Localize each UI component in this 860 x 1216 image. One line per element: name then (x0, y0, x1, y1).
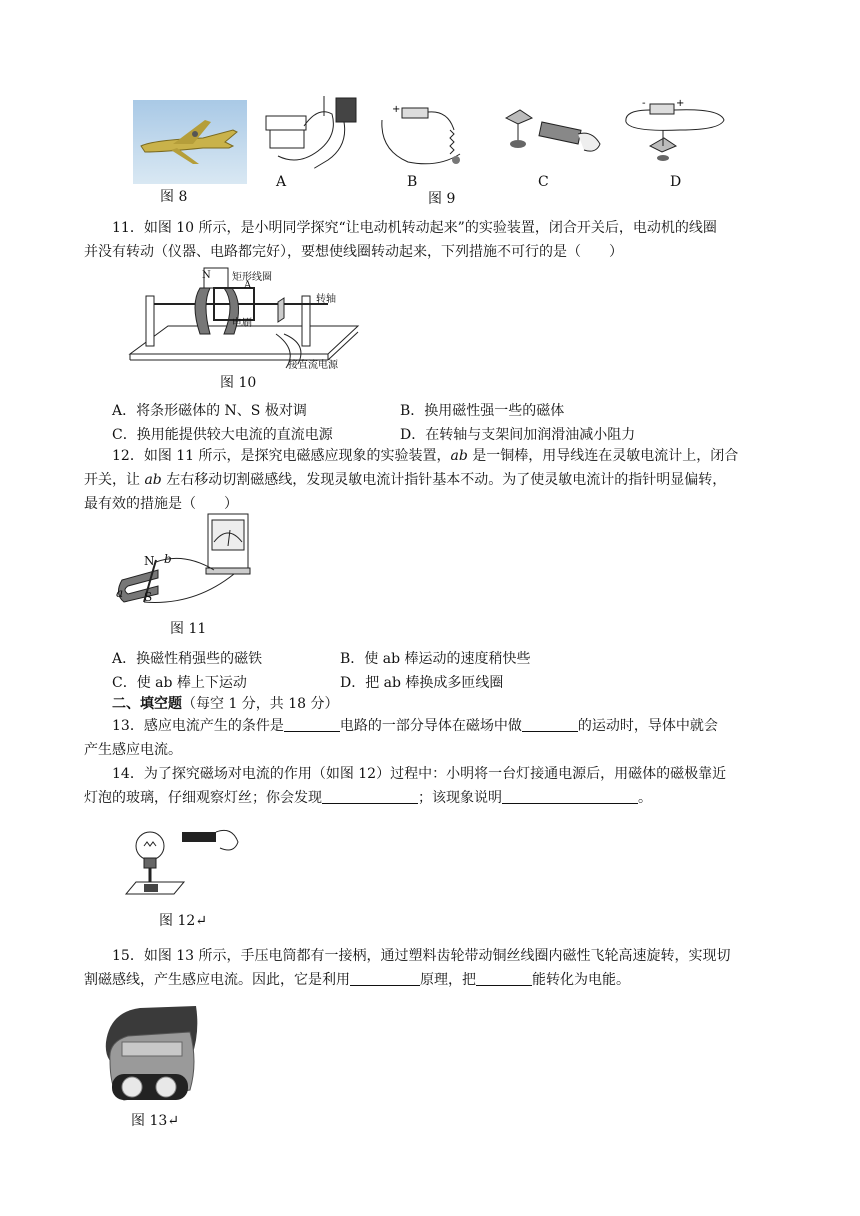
figure-10-label-a: A (244, 280, 252, 291)
figure-9-caption: 图 9 (428, 191, 456, 207)
figure-12-caption: 图 12↵ (159, 913, 207, 929)
figure-9-option-d-circuit (620, 96, 730, 166)
section-2-heading: 二、填空题（每空 1 分，共 18 分） (112, 696, 339, 712)
figure-10-caption: 图 10 (220, 375, 257, 391)
figure-11-label-b: b (164, 552, 172, 566)
svg-text:+: + (392, 104, 401, 115)
q15-blank-1[interactable] (350, 971, 420, 986)
figure-9-option-c-magnet (500, 104, 610, 164)
q13-line-1: 13．感应电流产生的条件是 电路的一部分导体在磁场中做 的运动时，导体中就会 (112, 718, 718, 734)
figure-10-label-source: 接直流电源 (288, 360, 338, 371)
figure-12-lamp (116, 824, 246, 908)
figure-10-label-n: N (202, 270, 211, 281)
figure-11-label-a: a (116, 586, 124, 600)
figure-13-flashlight (100, 1002, 204, 1106)
induction-apparatus-drawing (114, 512, 256, 612)
q11-line-1: 11．如图 10 所示，是小明同学探究“让电动机转动起来”的实验装置，闭合开关后，电动机的线圈 (112, 220, 717, 236)
q12-option-d[interactable]: D．把 ab 棒换成多匝线圈 (340, 675, 504, 691)
lamp-magnet-drawing (116, 824, 246, 908)
q11-option-c[interactable]: C．换用能提供较大电流的直流电源 (112, 427, 333, 443)
q12-line-2: 开关，让 ab 左右移动切割磁感线，发现灵敏电流计指针基本不动。为了使灵敏电流计的指针明显偏转， (84, 472, 727, 488)
figure-10-label-brush: 电刷 (232, 318, 252, 329)
figure-13-caption: 图 13↵ (131, 1113, 179, 1129)
svg-text:+: + (676, 98, 685, 109)
airplane-photo (133, 100, 247, 184)
figure-9-option-a-apparatus (258, 96, 368, 176)
figure-11-caption: 图 11 (170, 621, 207, 637)
q12-option-c[interactable]: C．使 ab 棒上下运动 (112, 675, 247, 691)
q13-blank-2[interactable] (522, 717, 578, 732)
figure-9-label-b: B (407, 174, 418, 190)
q14-line-2: 灯泡的玻璃，仔细观察灯丝；你会发现 ；该现象说明 。 (84, 790, 652, 806)
q11-line-2: 并没有转动（仪器、电路都完好），要想使线圈转动起来，下列措施不可行的是（ ） (84, 244, 623, 260)
figure-9-option-b-coil (378, 100, 478, 170)
figure-8-caption: 图 8 (160, 189, 188, 205)
figure-10-label-axis: 转轴 (316, 294, 336, 305)
q11-option-d[interactable]: D．在转轴与支架间加润滑油减小阻力 (400, 427, 636, 443)
q14-blank-1[interactable] (322, 789, 418, 804)
q15-line-2: 割磁感线，产生感应电流。因此，它是利用 原理，把 能转化为电能。 (84, 972, 630, 988)
svg-text:-: - (642, 98, 646, 109)
figure-9-label-c: C (538, 174, 549, 190)
q15-line-1: 15．如图 13 所示，手压电筒都有一接柄，通过塑料齿轮带动铜丝线圈内磁性飞轮高速旋转，实现切 (112, 948, 731, 964)
figure-9-label-d: D (670, 174, 682, 190)
hand-crank-flashlight-photo (100, 1002, 204, 1106)
q13-blank-1[interactable] (284, 717, 340, 732)
q15-blank-2[interactable] (476, 971, 532, 986)
figure-11-label-s: S (144, 590, 153, 604)
q14-line-1: 14．为了探究磁场对电流的作用（如图 12）过程中：小明将一台灯接通电源后，用磁体的磁极靠近 (112, 766, 727, 782)
q12-line-3: 最有效的措施是（ ） (84, 496, 238, 512)
figure-11-galvanometer (114, 512, 256, 612)
q14-blank-2[interactable] (502, 789, 638, 804)
q11-option-b[interactable]: B．换用磁性强一些的磁体 (400, 403, 565, 419)
q13-line-2: 产生感应电流。 (84, 742, 182, 758)
figure-10-motor (128, 264, 368, 374)
figure-11-label-n: N (144, 554, 155, 568)
q12-option-b[interactable]: B．使 ab 棒运动的速度稍快些 (340, 651, 531, 667)
figure-8-airplane (133, 100, 247, 184)
q12-option-a[interactable]: A．换磁性稍强些的磁铁 (112, 651, 263, 667)
figure-9-label-a: A (276, 174, 287, 190)
q11-option-a[interactable]: A．将条形磁体的 N、S 极对调 (112, 403, 307, 419)
figure-10-label-coil: 矩形线圈 (232, 272, 272, 283)
q12-line-1: 12．如图 11 所示，是探究电磁感应现象的实验装置，ab 是一铜棒，用导线连在灵敏电流计上，闭合 (112, 448, 739, 464)
